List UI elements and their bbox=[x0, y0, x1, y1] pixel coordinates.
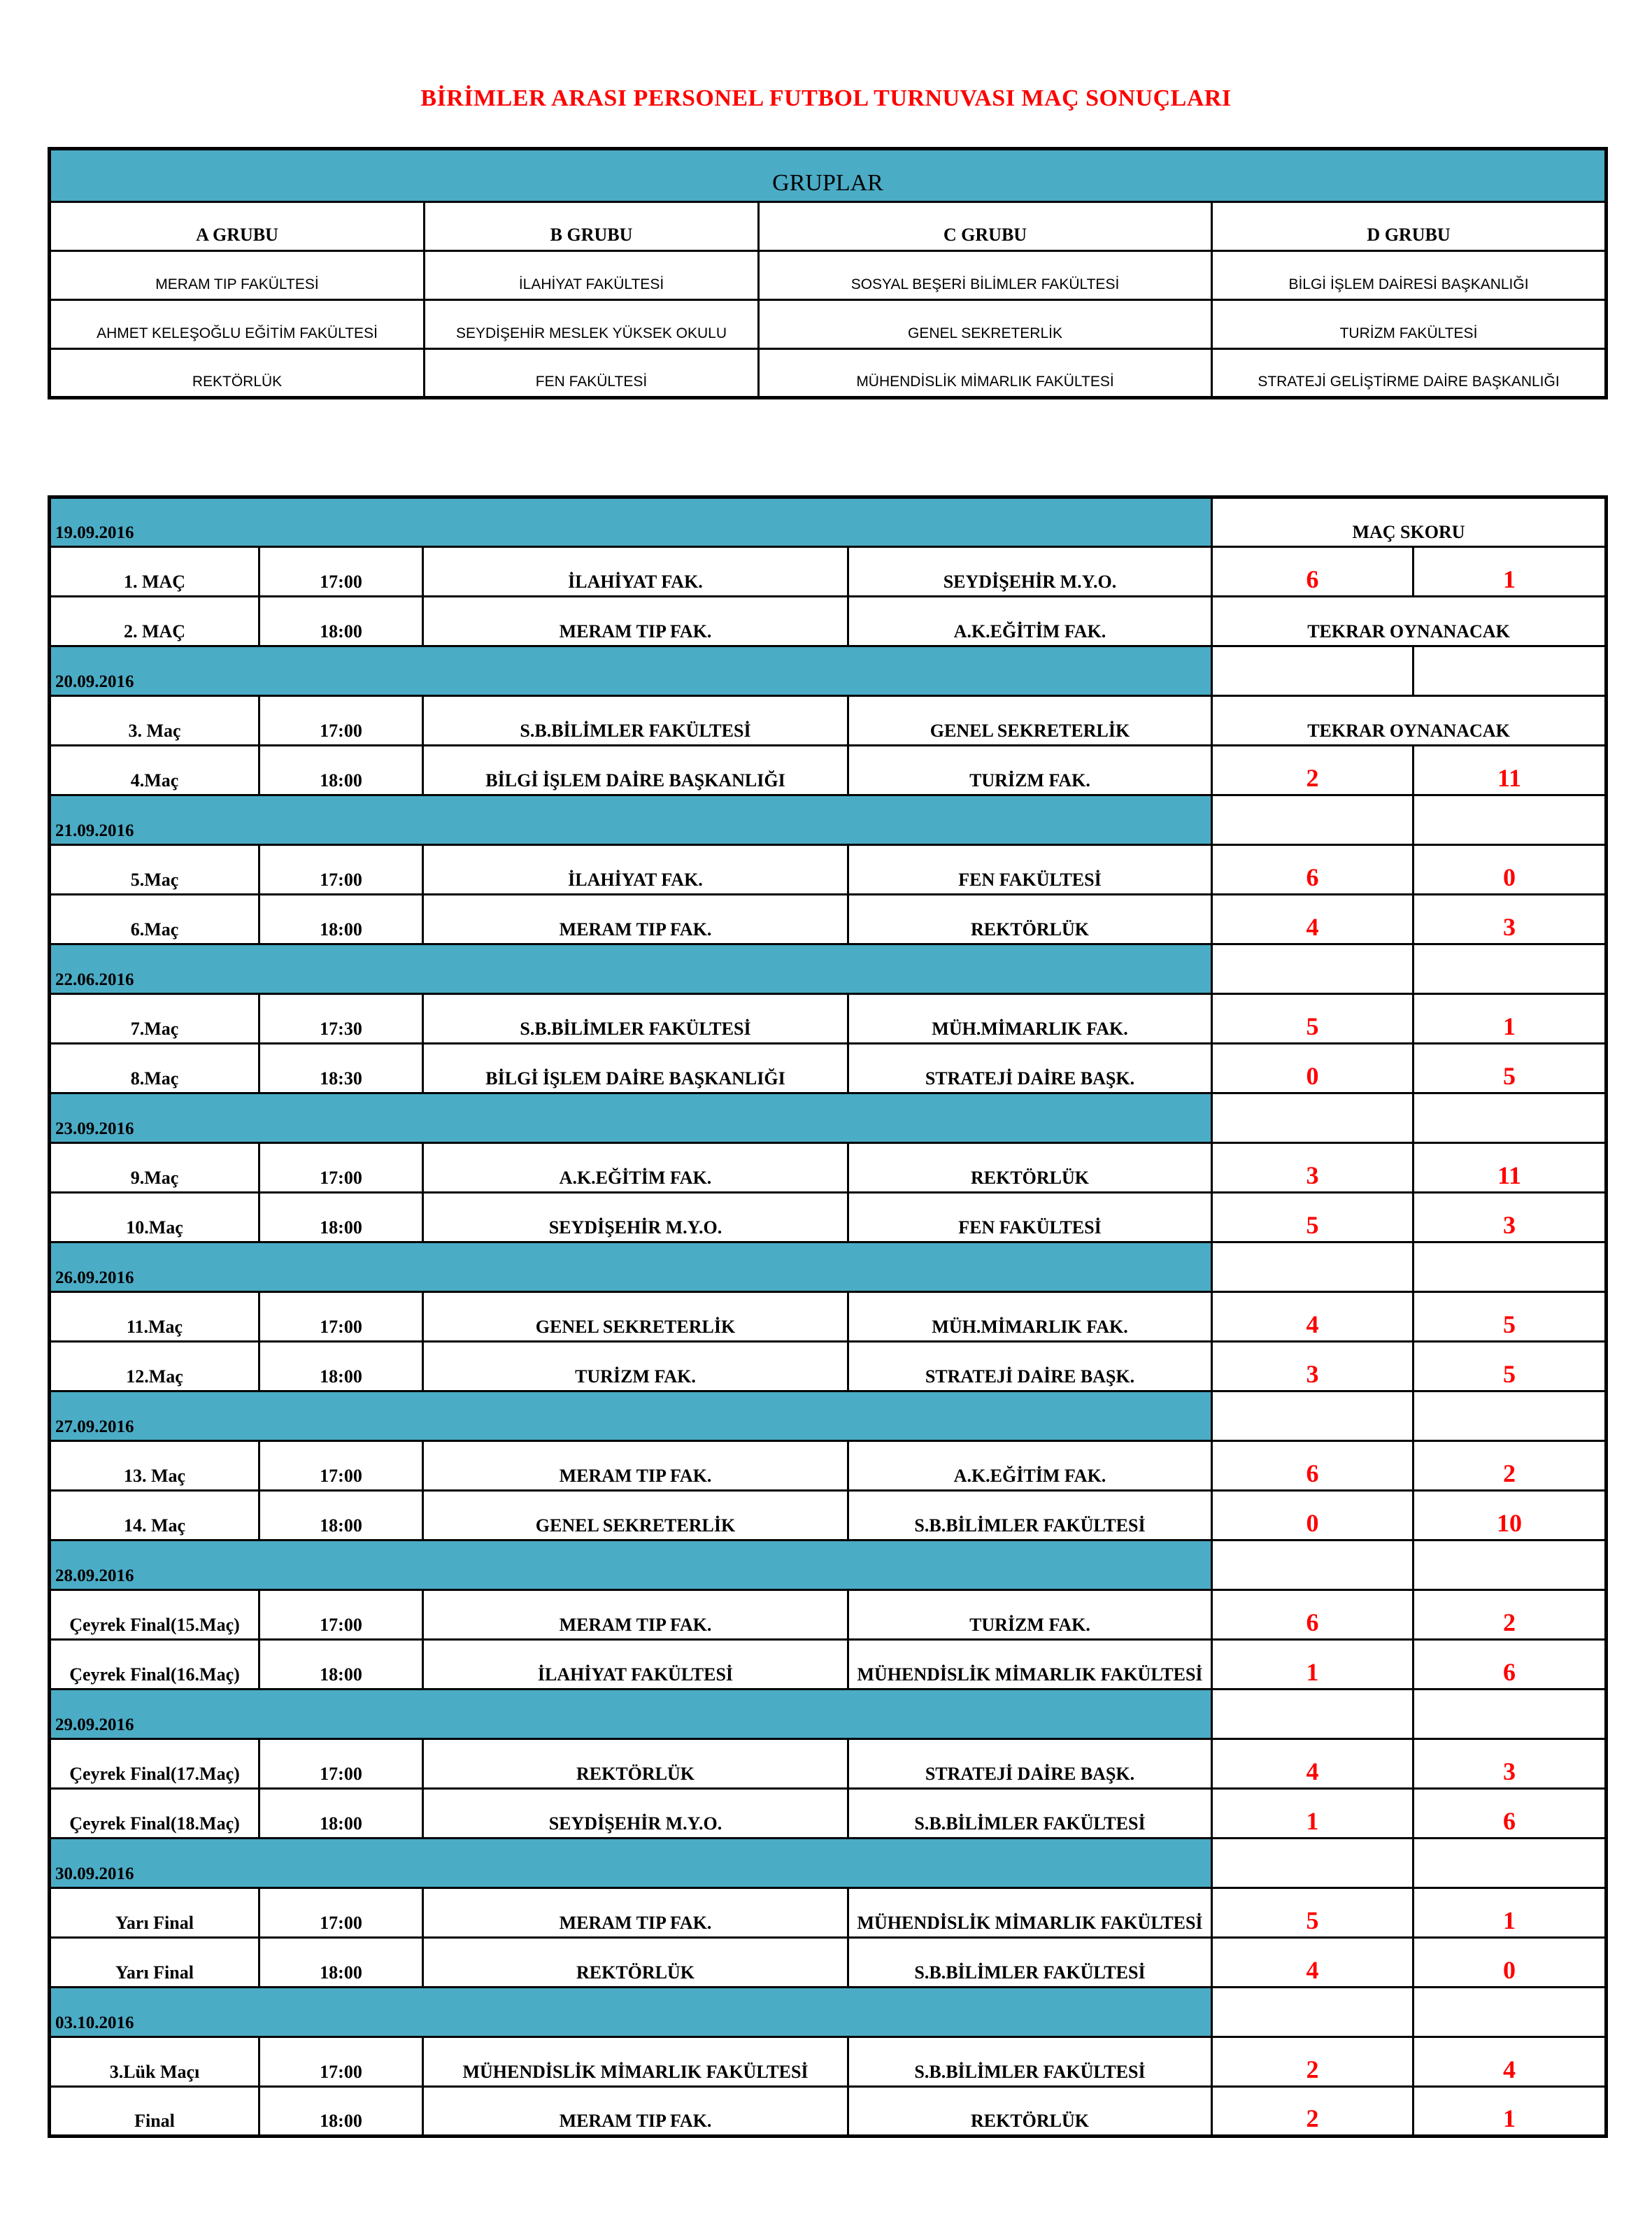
away-score: 3 bbox=[1414, 1193, 1607, 1242]
away-team: SEYDİŞEHİR M.Y.O. bbox=[848, 547, 1212, 597]
schedule-table bbox=[48, 495, 1608, 2138]
match-label: 12.Maç bbox=[50, 1342, 259, 1391]
home-team: MÜHENDİSLİK MİMARLIK FAKÜLTESİ bbox=[423, 2037, 848, 2087]
match-label: 6.Maç bbox=[50, 895, 259, 944]
date-row bbox=[50, 1541, 1607, 1590]
date-row bbox=[50, 1690, 1607, 1739]
date-row bbox=[50, 1242, 1607, 1292]
away-team: STRATEJİ DAİRE BAŞK. bbox=[848, 1739, 1212, 1789]
match-label: 3. Maç bbox=[50, 696, 259, 746]
match-time: 18:00 bbox=[259, 1938, 423, 1988]
away-score: 6 bbox=[1414, 1789, 1607, 1839]
home-team: SEYDİŞEHİR M.Y.O. bbox=[423, 1193, 848, 1242]
home-team: GENEL SEKRETERLİK bbox=[423, 1491, 848, 1541]
away-team: S.B.BİLİMLER FAKÜLTESİ bbox=[848, 1938, 1212, 1988]
page-title: BİRİMLER ARASI PERSONEL FUTBOL TURNUVASI MAÇ SONUÇLARI bbox=[420, 85, 1232, 111]
match-time: 17:00 bbox=[259, 1441, 423, 1491]
date-row bbox=[50, 1839, 1607, 1888]
group-team: MÜHENDİSLİK MİMARLIK FAKÜLTESİ bbox=[759, 349, 1212, 398]
match-row bbox=[50, 845, 1607, 895]
match-row bbox=[50, 1044, 1607, 1093]
group-names-row bbox=[50, 202, 1607, 251]
empty-cell bbox=[1414, 1541, 1607, 1590]
home-score: 4 bbox=[1212, 1292, 1414, 1342]
group-teams-row bbox=[50, 349, 1607, 398]
away-team: STRATEJİ DAİRE BAŞK. bbox=[848, 1044, 1212, 1093]
match-label: 9.Maç bbox=[50, 1143, 259, 1193]
group-name: D GRUBU bbox=[1212, 202, 1607, 251]
date-row bbox=[50, 795, 1607, 845]
away-score: 2 bbox=[1414, 1441, 1607, 1491]
home-team: MERAM TIP FAK. bbox=[423, 1888, 848, 1938]
match-label: Yarı Final bbox=[50, 1938, 259, 1988]
home-team: TURİZM FAK. bbox=[423, 1342, 848, 1391]
away-team: S.B.BİLİMLER FAKÜLTESİ bbox=[848, 2037, 1212, 2087]
date-row bbox=[50, 646, 1607, 696]
home-score: 4 bbox=[1212, 1739, 1414, 1789]
match-label: 14. Maç bbox=[50, 1491, 259, 1541]
away-team: S.B.BİLİMLER FAKÜLTESİ bbox=[848, 1789, 1212, 1839]
away-score: 5 bbox=[1414, 1342, 1607, 1391]
match-time: 18:00 bbox=[259, 1193, 423, 1242]
match-date: 29.09.2016 bbox=[50, 1690, 1212, 1739]
home-team: MERAM TIP FAK. bbox=[423, 2087, 848, 2137]
match-note: TEKRAR OYNANACAK bbox=[1212, 597, 1607, 646]
match-time: 17:00 bbox=[259, 1888, 423, 1938]
home-score: 0 bbox=[1212, 1491, 1414, 1541]
group-team: FEN FAKÜLTESİ bbox=[425, 349, 759, 398]
home-team: İLAHİYAT FAK. bbox=[423, 547, 848, 597]
home-team: REKTÖRLÜK bbox=[423, 1739, 848, 1789]
match-time: 17:00 bbox=[259, 1143, 423, 1193]
date-row bbox=[50, 1988, 1607, 2037]
away-score: 1 bbox=[1414, 547, 1607, 597]
away-team: REKTÖRLÜK bbox=[848, 1143, 1212, 1193]
home-team: S.B.BİLİMLER FAKÜLTESİ bbox=[423, 994, 848, 1044]
date-row bbox=[50, 1093, 1607, 1143]
match-row bbox=[50, 1193, 1607, 1242]
home-score: 5 bbox=[1212, 1193, 1414, 1242]
match-date: 03.10.2016 bbox=[50, 1988, 1212, 2037]
match-time: 18:00 bbox=[259, 1640, 423, 1690]
match-date: 21.09.2016 bbox=[50, 795, 1212, 845]
home-score: 3 bbox=[1212, 1143, 1414, 1193]
home-score: 5 bbox=[1212, 1888, 1414, 1938]
match-time: 17:30 bbox=[259, 994, 423, 1044]
home-team: MERAM TIP FAK. bbox=[423, 1441, 848, 1491]
match-time: 18:30 bbox=[259, 1044, 423, 1093]
away-team: FEN FAKÜLTESİ bbox=[848, 845, 1212, 895]
match-row bbox=[50, 1441, 1607, 1491]
match-label: 3.Lük Maçı bbox=[50, 2037, 259, 2087]
home-team: İLAHİYAT FAK. bbox=[423, 845, 848, 895]
match-time: 17:00 bbox=[259, 547, 423, 597]
away-team: MÜHENDİSLİK MİMARLIK FAKÜLTESİ bbox=[848, 1640, 1212, 1690]
empty-cell bbox=[1414, 1839, 1607, 1888]
match-row bbox=[50, 1143, 1607, 1193]
match-row bbox=[50, 1590, 1607, 1640]
match-time: 17:00 bbox=[259, 845, 423, 895]
home-score: 6 bbox=[1212, 845, 1414, 895]
empty-cell bbox=[1212, 1839, 1414, 1888]
home-score: 2 bbox=[1212, 2037, 1414, 2087]
match-row bbox=[50, 2037, 1607, 2087]
home-score: 3 bbox=[1212, 1342, 1414, 1391]
match-label: Çeyrek Final(15.Maç) bbox=[50, 1590, 259, 1640]
match-date: 30.09.2016 bbox=[50, 1839, 1212, 1888]
match-date: 19.09.2016 bbox=[50, 497, 1212, 547]
away-score: 0 bbox=[1414, 845, 1607, 895]
away-score: 10 bbox=[1414, 1491, 1607, 1541]
empty-cell bbox=[1212, 1242, 1414, 1292]
match-label: 2. MAÇ bbox=[50, 597, 259, 646]
match-row bbox=[50, 1640, 1607, 1690]
empty-cell bbox=[1414, 944, 1607, 994]
away-score: 2 bbox=[1414, 1590, 1607, 1640]
match-label: Yarı Final bbox=[50, 1888, 259, 1938]
away-score: 6 bbox=[1414, 1640, 1607, 1690]
match-time: 17:00 bbox=[259, 1292, 423, 1342]
away-team: TURİZM FAK. bbox=[848, 746, 1212, 795]
away-team: A.K.EĞİTİM FAK. bbox=[848, 1441, 1212, 1491]
home-score: 5 bbox=[1212, 994, 1414, 1044]
group-name: C GRUBU bbox=[759, 202, 1212, 251]
home-score: 2 bbox=[1212, 2087, 1414, 2137]
home-score: 0 bbox=[1212, 1044, 1414, 1093]
match-row bbox=[50, 696, 1607, 746]
match-label: 5.Maç bbox=[50, 845, 259, 895]
away-score: 0 bbox=[1414, 1938, 1607, 1988]
match-label: 7.Maç bbox=[50, 994, 259, 1044]
away-score: 3 bbox=[1414, 895, 1607, 944]
match-time: 17:00 bbox=[259, 1590, 423, 1640]
match-row bbox=[50, 895, 1607, 944]
date-row bbox=[50, 497, 1607, 547]
match-row bbox=[50, 1491, 1607, 1541]
match-row bbox=[50, 1342, 1607, 1391]
home-team: BİLGİ İŞLEM DAİRE BAŞKANLIĞI bbox=[423, 1044, 848, 1093]
away-team: STRATEJİ DAİRE BAŞK. bbox=[848, 1342, 1212, 1391]
match-note: TEKRAR OYNANACAK bbox=[1212, 696, 1607, 746]
home-score: 4 bbox=[1212, 1938, 1414, 1988]
match-row bbox=[50, 2087, 1607, 2137]
empty-cell bbox=[1414, 646, 1607, 696]
empty-cell bbox=[1414, 1093, 1607, 1143]
groups-header-row bbox=[50, 149, 1607, 202]
empty-cell bbox=[1414, 1391, 1607, 1441]
away-score: 11 bbox=[1414, 746, 1607, 795]
match-row bbox=[50, 994, 1607, 1044]
away-score: 1 bbox=[1414, 994, 1607, 1044]
home-team: MERAM TIP FAK. bbox=[423, 895, 848, 944]
away-team: MÜH.MİMARLIK FAK. bbox=[848, 994, 1212, 1044]
group-team: STRATEJİ GELİŞTİRME DAİRE BAŞKANLIĞI bbox=[1212, 349, 1607, 398]
away-score: 3 bbox=[1414, 1739, 1607, 1789]
match-time: 17:00 bbox=[259, 2037, 423, 2087]
home-team: MERAM TIP FAK. bbox=[423, 597, 848, 646]
empty-cell bbox=[1212, 944, 1414, 994]
away-team: MÜHENDİSLİK MİMARLIK FAKÜLTESİ bbox=[848, 1888, 1212, 1938]
date-row bbox=[50, 944, 1607, 994]
away-team: GENEL SEKRETERLİK bbox=[848, 696, 1212, 746]
home-score: 6 bbox=[1212, 1590, 1414, 1640]
group-team: BİLGİ İŞLEM DAİRESİ BAŞKANLIĞI bbox=[1212, 251, 1607, 300]
empty-cell bbox=[1212, 646, 1414, 696]
group-team: SOSYAL BEŞERİ BİLİMLER FAKÜLTESİ bbox=[759, 251, 1212, 300]
empty-cell bbox=[1212, 1541, 1414, 1590]
match-time: 18:00 bbox=[259, 746, 423, 795]
empty-cell bbox=[1414, 795, 1607, 845]
away-team: S.B.BİLİMLER FAKÜLTESİ bbox=[848, 1491, 1212, 1541]
group-team: SEYDİŞEHİR MESLEK YÜKSEK OKULU bbox=[425, 300, 759, 349]
match-label: Çeyrek Final(16.Maç) bbox=[50, 1640, 259, 1690]
date-row bbox=[50, 1391, 1607, 1441]
home-team: MERAM TIP FAK. bbox=[423, 1590, 848, 1640]
away-score: 4 bbox=[1414, 2037, 1607, 2087]
match-label: Final bbox=[50, 2087, 259, 2137]
group-name: B GRUBU bbox=[425, 202, 759, 251]
score-header: MAÇ SKORU bbox=[1212, 497, 1607, 547]
empty-cell bbox=[1414, 1988, 1607, 2037]
match-label: 1. MAÇ bbox=[50, 547, 259, 597]
home-score: 1 bbox=[1212, 1789, 1414, 1839]
empty-cell bbox=[1212, 1093, 1414, 1143]
home-team: BİLGİ İŞLEM DAİRE BAŞKANLIĞI bbox=[423, 746, 848, 795]
match-row bbox=[50, 1292, 1607, 1342]
empty-cell bbox=[1414, 1690, 1607, 1739]
match-label: 8.Maç bbox=[50, 1044, 259, 1093]
match-date: 23.09.2016 bbox=[50, 1093, 1212, 1143]
match-label: Çeyrek Final(18.Maç) bbox=[50, 1789, 259, 1839]
group-name: A GRUBU bbox=[50, 202, 425, 251]
match-date: 20.09.2016 bbox=[50, 646, 1212, 696]
match-row bbox=[50, 597, 1607, 646]
match-time: 17:00 bbox=[259, 1739, 423, 1789]
match-time: 18:00 bbox=[259, 1789, 423, 1839]
home-score: 4 bbox=[1212, 895, 1414, 944]
groups-header: GRUPLAR bbox=[50, 149, 1607, 202]
home-score: 1 bbox=[1212, 1640, 1414, 1690]
match-label: Çeyrek Final(17.Maç) bbox=[50, 1739, 259, 1789]
match-time: 18:00 bbox=[259, 597, 423, 646]
match-time: 18:00 bbox=[259, 2087, 423, 2137]
home-team: SEYDİŞEHİR M.Y.O. bbox=[423, 1789, 848, 1839]
empty-cell bbox=[1212, 795, 1414, 845]
away-team: REKTÖRLÜK bbox=[848, 2087, 1212, 2137]
match-date: 22.06.2016 bbox=[50, 944, 1212, 994]
group-team: GENEL SEKRETERLİK bbox=[759, 300, 1212, 349]
match-row bbox=[50, 1789, 1607, 1839]
match-date: 28.09.2016 bbox=[50, 1541, 1212, 1590]
home-team: GENEL SEKRETERLİK bbox=[423, 1292, 848, 1342]
match-date: 26.09.2016 bbox=[50, 1242, 1212, 1292]
home-team: REKTÖRLÜK bbox=[423, 1938, 848, 1988]
away-score: 1 bbox=[1414, 1888, 1607, 1938]
match-label: 11.Maç bbox=[50, 1292, 259, 1342]
home-team: İLAHİYAT FAKÜLTESİ bbox=[423, 1640, 848, 1690]
away-score: 5 bbox=[1414, 1292, 1607, 1342]
home-team: A.K.EĞİTİM FAK. bbox=[423, 1143, 848, 1193]
away-score: 11 bbox=[1414, 1143, 1607, 1193]
match-label: 4.Maç bbox=[50, 746, 259, 795]
group-team: MERAM TIP FAKÜLTESİ bbox=[50, 251, 425, 300]
empty-cell bbox=[1414, 1242, 1607, 1292]
home-score: 6 bbox=[1212, 547, 1414, 597]
away-team: MÜH.MİMARLIK FAK. bbox=[848, 1292, 1212, 1342]
home-score: 2 bbox=[1212, 746, 1414, 795]
away-score: 5 bbox=[1414, 1044, 1607, 1093]
group-team: AHMET KELEŞOĞLU EĞİTİM FAKÜLTESİ bbox=[50, 300, 425, 349]
match-time: 18:00 bbox=[259, 895, 423, 944]
match-time: 18:00 bbox=[259, 1491, 423, 1541]
away-score: 1 bbox=[1414, 2087, 1607, 2137]
home-team: S.B.BİLİMLER FAKÜLTESİ bbox=[423, 696, 848, 746]
away-team: TURİZM FAK. bbox=[848, 1590, 1212, 1640]
group-team: TURİZM FAKÜLTESİ bbox=[1212, 300, 1607, 349]
match-time: 17:00 bbox=[259, 696, 423, 746]
away-team: FEN FAKÜLTESİ bbox=[848, 1193, 1212, 1242]
match-row bbox=[50, 1739, 1607, 1789]
empty-cell bbox=[1212, 1988, 1414, 2037]
home-score: 6 bbox=[1212, 1441, 1414, 1491]
match-date: 27.09.2016 bbox=[50, 1391, 1212, 1441]
match-label: 13. Maç bbox=[50, 1441, 259, 1491]
match-label: 10.Maç bbox=[50, 1193, 259, 1242]
match-row bbox=[50, 1888, 1607, 1938]
match-row bbox=[50, 1938, 1607, 1988]
match-time: 18:00 bbox=[259, 1342, 423, 1391]
group-team: REKTÖRLÜK bbox=[50, 349, 425, 398]
group-teams-row bbox=[50, 251, 1607, 300]
empty-cell bbox=[1212, 1690, 1414, 1739]
away-team: REKTÖRLÜK bbox=[848, 895, 1212, 944]
empty-cell bbox=[1212, 1391, 1414, 1441]
match-row bbox=[50, 547, 1607, 597]
group-teams-row bbox=[50, 300, 1607, 349]
match-row bbox=[50, 746, 1607, 795]
groups-table bbox=[48, 147, 1608, 399]
group-team: İLAHİYAT FAKÜLTESİ bbox=[425, 251, 759, 300]
away-team: A.K.EĞİTİM FAK. bbox=[848, 597, 1212, 646]
